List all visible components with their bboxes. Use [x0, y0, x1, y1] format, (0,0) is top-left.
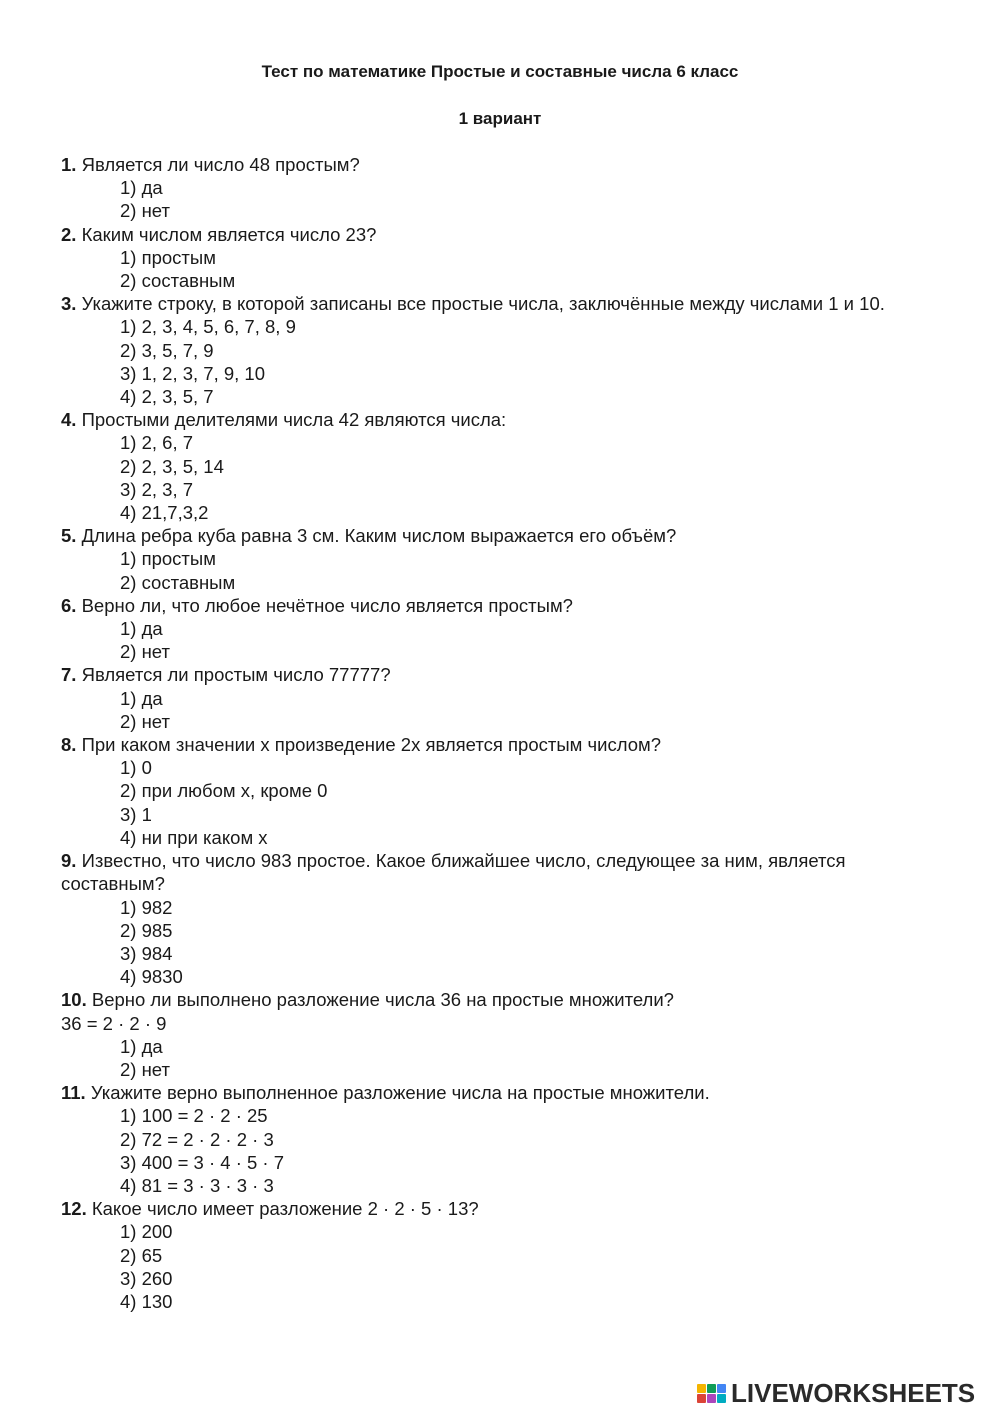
question-text: Укажите верно выполненное разложение числа на простые множители. — [85, 1082, 710, 1104]
question — [61, 849, 941, 895]
logo-square — [707, 1394, 716, 1403]
answer-option[interactable]: 1) да — [120, 1035, 163, 1057]
answer-option[interactable]: 1) 100 = 2 · 2 · 25 — [120, 1105, 268, 1127]
logo-square — [707, 1384, 716, 1393]
question-expression: 36 = 2 · 2 · 9 — [61, 1012, 167, 1034]
question-text: Верно ли, что любое нечётное число является простым? — [76, 594, 573, 616]
question — [61, 663, 941, 686]
answer-option[interactable]: 2) нет — [120, 710, 170, 732]
answer-option[interactable]: 4) ни при каком x — [120, 826, 268, 848]
answer-option[interactable]: 1) 982 — [120, 896, 173, 918]
answer-option[interactable]: 1) простым — [120, 246, 216, 268]
answer-option[interactable]: 2) при любом x, кроме 0 — [120, 780, 328, 802]
answer-option[interactable]: 3) 260 — [120, 1267, 173, 1289]
question-number: 1. — [61, 154, 77, 175]
answer-option[interactable]: 1) да — [120, 618, 163, 640]
question — [61, 594, 941, 617]
question-text: Является ли число 48 простым? — [76, 154, 360, 175]
answer-option[interactable]: 2) нет — [120, 200, 170, 222]
answer-option[interactable]: 3) 1, 2, 3, 7, 9, 10 — [120, 362, 266, 384]
logo-square — [717, 1384, 726, 1393]
question — [61, 733, 941, 756]
answer-option[interactable]: 2) 65 — [120, 1244, 163, 1266]
logo-square — [697, 1394, 706, 1403]
question-text: Простыми делителями числа 42 являются числа: — [76, 409, 507, 431]
worksheet-title: Тест по математике Простые и составные числа 6 класс — [261, 62, 739, 81]
answer-option[interactable]: 1) 200 — [120, 1221, 173, 1243]
answer-option[interactable]: 1) 0 — [120, 757, 152, 779]
answer-option[interactable]: 4) 2, 3, 5, 7 — [120, 386, 214, 408]
question-text: Каким числом является число 23? — [76, 223, 377, 245]
question-number: 12. — [61, 1198, 87, 1220]
question-text: Укажите строку, в которой записаны все простые числа, заключённые между числами 1 и 10. — [76, 293, 885, 315]
question-number: 6. — [61, 594, 77, 616]
question — [61, 1081, 941, 1104]
question — [61, 292, 941, 315]
answer-option[interactable]: 1) простым — [120, 548, 216, 570]
answer-option[interactable]: 3) 2, 3, 7 — [120, 478, 194, 500]
question-number: 7. — [61, 664, 77, 686]
question-text: При каком значении x произведение 2x является простым числом? — [76, 734, 662, 756]
question-text: Длина ребра куба равна 3 см. Каким числом выражается его объём? — [76, 525, 677, 547]
question — [61, 988, 941, 1011]
question — [61, 1197, 941, 1220]
answer-option[interactable]: 1) 2, 3, 4, 5, 6, 7, 8, 9 — [120, 316, 296, 338]
answer-option[interactable]: 4) 81 = 3 · 3 · 3 · 3 — [120, 1174, 274, 1196]
logo-square — [697, 1384, 706, 1393]
answer-option[interactable]: 2) 985 — [120, 919, 173, 941]
answer-option[interactable]: 2) составным — [120, 571, 236, 593]
answer-option[interactable]: 2) нет — [120, 1058, 170, 1080]
answer-option[interactable]: 1) да — [120, 687, 163, 709]
questions-list — [61, 153, 941, 1313]
question-number: 11. — [61, 1082, 86, 1104]
liveworksheets-logo-icon — [697, 1384, 726, 1403]
question — [61, 408, 941, 431]
question — [61, 524, 941, 547]
footer-brand — [697, 1378, 975, 1408]
answer-option[interactable]: 2) составным — [120, 270, 236, 292]
answer-option[interactable]: 2) 2, 3, 5, 14 — [120, 455, 224, 477]
question-number: 5. — [61, 525, 77, 547]
answer-option[interactable]: 3) 1 — [120, 803, 152, 825]
question-number: 9. — [61, 850, 77, 872]
answer-option[interactable]: 4) 9830 — [120, 966, 183, 988]
question-number: 8. — [61, 734, 77, 756]
brand-name: LIVEWORKSHEETS — [731, 1377, 976, 1408]
answer-option[interactable]: 3) 984 — [120, 942, 173, 964]
answer-option[interactable]: 2) нет — [120, 641, 170, 663]
answer-option[interactable]: 1) 2, 6, 7 — [120, 432, 194, 454]
answer-option[interactable]: 2) 72 = 2 · 2 · 2 · 3 — [120, 1128, 274, 1150]
answer-option[interactable]: 4) 21,7,3,2 — [120, 502, 209, 524]
answer-option[interactable]: 4) 130 — [120, 1290, 173, 1312]
question-text: Верно ли выполнено разложение числа 36 на простые множители? — [86, 989, 674, 1011]
question-text: Какое число имеет разложение 2 · 2 · 5 · 13? — [86, 1198, 479, 1220]
answer-option[interactable]: 1) да — [120, 177, 163, 199]
question-text: Является ли простым число 77777? — [76, 664, 391, 686]
question-number: 4. — [61, 409, 77, 431]
question-number: 2. — [61, 223, 77, 245]
answer-option[interactable]: 2) 3, 5, 7, 9 — [120, 339, 214, 361]
logo-square — [717, 1394, 726, 1403]
question-number: 10. — [61, 989, 87, 1011]
question — [61, 223, 941, 246]
question — [61, 153, 941, 176]
question-number: 3. — [61, 293, 77, 315]
variant-label: 1 вариант — [458, 109, 542, 128]
question-text: Известно, что число 983 простое. Какое ближайшее число, следующее за ним, является составным? — [61, 850, 846, 895]
answer-option[interactable]: 3) 400 = 3 · 4 · 5 · 7 — [120, 1151, 285, 1173]
